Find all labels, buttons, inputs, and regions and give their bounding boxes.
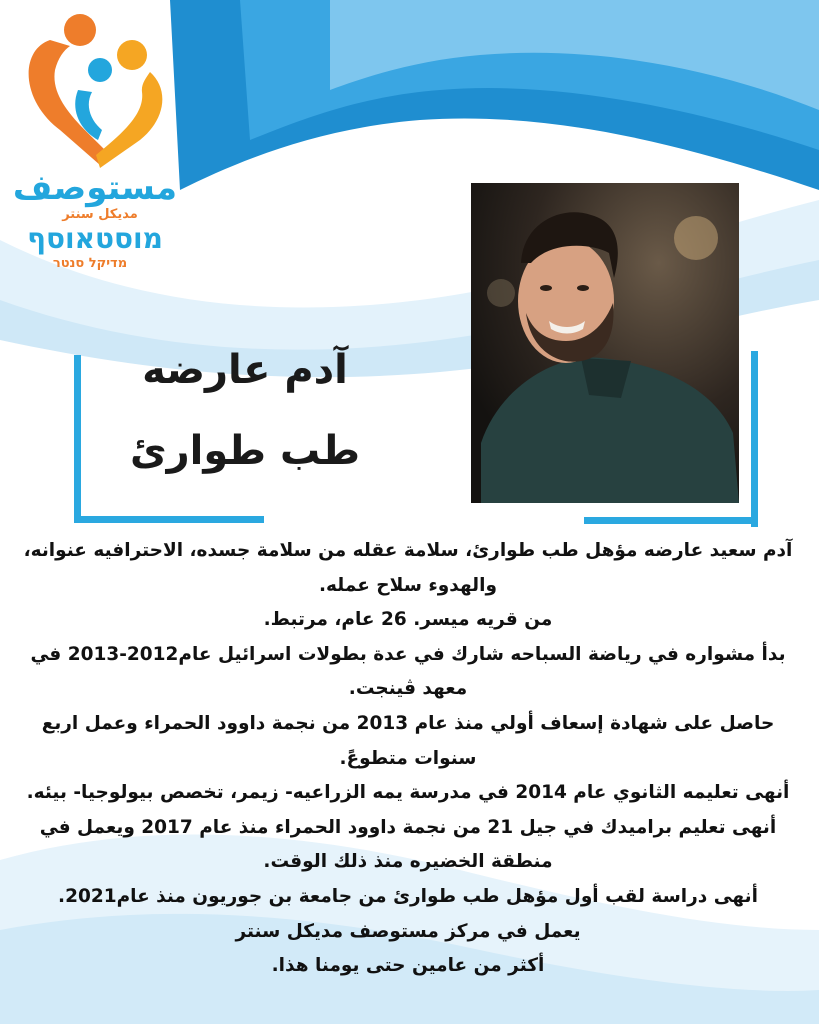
portrait-photo bbox=[471, 183, 739, 503]
bio-line: آدم سعيد عارضه مؤهل طب طوارئ، سلامة عقله من سلامة جسده، الاحترافيه عنوانه، والهدوء سلاح عمله. bbox=[23, 540, 793, 596]
photo-frame-accent-vertical bbox=[751, 351, 758, 527]
bio-line: يعمل في مركز مستوصف مديكل سنتر bbox=[235, 920, 581, 942]
doctor-name: آدم عارضه bbox=[142, 347, 348, 393]
logo-brand-hebrew-sub: מדיקל סנטר bbox=[52, 256, 128, 271]
heart-people-logo-icon bbox=[0, 0, 200, 175]
name-frame-accent-vertical bbox=[74, 355, 81, 523]
logo-brand-hebrew: מוסטאוסף bbox=[27, 222, 163, 255]
bio-line: بدأ مشواره في رياضة السباحه شارك في عدة بطولات اسرائيل عام2012-2013 في معهد ڤينجت. bbox=[30, 643, 786, 700]
logo-brand-arabic: مستوصف bbox=[12, 168, 178, 208]
bio-line: أنهى دراسة لقب أول مؤهل طب طوارئ من جامعة بن جوريون منذ عام2021. bbox=[58, 885, 758, 907]
bio-line: أكثر من عامين حتى يومنا هذا. bbox=[271, 955, 545, 977]
bio-line: من قريه ميسر. 26 عام، مرتبط. bbox=[263, 609, 553, 631]
photo-frame-accent-horizontal bbox=[584, 517, 758, 524]
name-frame-accent-horizontal bbox=[74, 516, 264, 523]
bio-line: أنهى تعليمه الثانوي عام 2014 في مدرسة يمه الزراعيه- زيمر، تخصص بيولوجيا- بيئه. bbox=[26, 782, 790, 804]
bio-line: أنهى تعليم براميدك في جيل 21 من نجمة داوود الحمراء منذ عام 2017 ويعمل في منطقة الخضيره منذ ذلك الوقت. bbox=[39, 816, 777, 873]
clinic-logo bbox=[0, 0, 240, 300]
bio-line: حاصل على شهادة إسعاف أولي منذ عام 2013 من نجمة داوود الحمراء وعمل اربع سنوات متطوعً. bbox=[41, 712, 775, 769]
bio-text bbox=[8, 534, 808, 984]
logo-brand-arabic-sub: مديكل سنتر bbox=[62, 207, 138, 222]
portrait-photo-icon bbox=[471, 183, 739, 503]
doctor-specialty: طب طوارئ bbox=[129, 428, 361, 474]
